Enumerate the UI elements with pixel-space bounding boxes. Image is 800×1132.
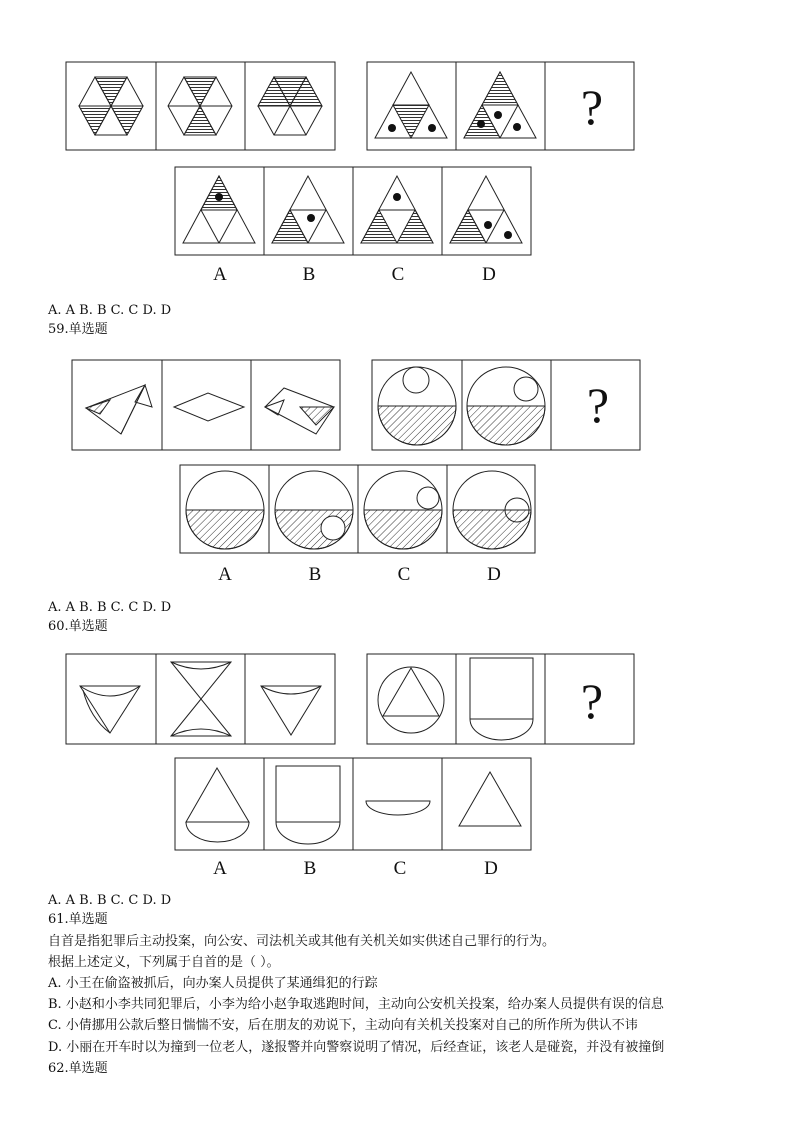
option-label-a: A <box>218 564 232 585</box>
q62-header: 62.单选题 <box>48 1061 108 1076</box>
circle-figure-2 <box>467 367 545 445</box>
question-mark: ? <box>580 79 604 135</box>
hexagon-figure-3 <box>258 77 322 135</box>
option-label-a: A <box>213 858 227 879</box>
option-label-b: B <box>303 858 317 879</box>
option-d-figure <box>453 471 531 549</box>
q61-option-d[interactable]: D. 小丽在开车时以为撞到一位老人，遂报警并向警察说明了情况，后经查证，该老人是碰瓷，并没有被撞倒 <box>48 1040 665 1055</box>
circle-triangle-figure <box>378 667 444 733</box>
triangle-figure-1 <box>375 72 447 138</box>
q60-figure <box>0 640 800 890</box>
q60-answer-options[interactable]: A. A B. B C. C D. D <box>48 893 172 908</box>
option-c-figure <box>364 471 442 549</box>
option-c-figure <box>366 801 430 815</box>
option-label-d: D <box>484 858 498 879</box>
option-a-figure <box>183 176 255 243</box>
hexagon-figure-1 <box>79 77 143 135</box>
option-label-c: C <box>393 858 407 879</box>
option-label-c: C <box>397 564 411 585</box>
rhombus-figure <box>174 393 244 421</box>
q60-header: 60.单选题 <box>48 619 108 634</box>
circle-figure-1 <box>378 367 456 445</box>
q61-option-a[interactable]: A. 小王在偷盗被抓后，向办案人员提供了某通缉犯的行踪 <box>48 976 378 991</box>
triangle-figure-2 <box>464 72 536 138</box>
option-a-figure <box>186 471 264 549</box>
hourglass-figure <box>171 662 231 736</box>
option-b-figure <box>276 766 340 844</box>
inverted-triangle-figure-2 <box>261 686 321 735</box>
parallelogram-figure-1 <box>86 385 152 434</box>
option-label-d: D <box>482 264 496 285</box>
question-mark: ? <box>586 377 610 433</box>
option-d-figure <box>450 176 522 243</box>
option-label-d: D <box>487 564 501 585</box>
hexagon-figure-2 <box>168 77 232 135</box>
q59-figure <box>0 300 800 600</box>
q61-option-c[interactable]: C. 小倩挪用公款后整日惴惴不安，后在朋友的劝说下，主动向有关机关投案对自己的所作所为供认不讳 <box>48 1018 638 1033</box>
square-semicircle-figure <box>470 658 533 740</box>
q58-answer-options[interactable]: A. A B. B C. C D. D <box>48 303 172 318</box>
q61-header: 61.单选题 <box>48 912 108 927</box>
q59-header: 59.单选题 <box>48 322 108 337</box>
q61-definition: 自首是指犯罪后主动投案，向公安、司法机关或其他有关机关如实供述自己罪行的行为。 <box>48 934 556 949</box>
option-label-c: C <box>391 264 405 285</box>
question-mark: ? <box>580 673 604 729</box>
parallelogram-figure-2 <box>265 388 334 434</box>
option-label-b: B <box>308 564 322 585</box>
option-c-figure <box>361 176 433 243</box>
q61-option-b[interactable]: B. 小赵和小李共同犯罪后，小李为给小赵争取逃跑时间，主动向公安机关投案，给办案人员提供有误的信息 <box>48 997 664 1012</box>
option-label-b: B <box>302 264 316 285</box>
option-b-figure <box>272 176 344 243</box>
option-d-figure <box>459 772 521 826</box>
option-a-figure <box>186 768 249 842</box>
option-label-a: A <box>213 264 227 285</box>
inverted-triangle-figure-1 <box>80 686 140 733</box>
option-b-figure <box>275 471 353 549</box>
q58-figure <box>0 0 800 300</box>
q59-answer-options[interactable]: A. A B. B C. C D. D <box>48 600 172 615</box>
q61-question: 根据上述定义，下列属于自首的是（ ）。 <box>48 955 280 970</box>
